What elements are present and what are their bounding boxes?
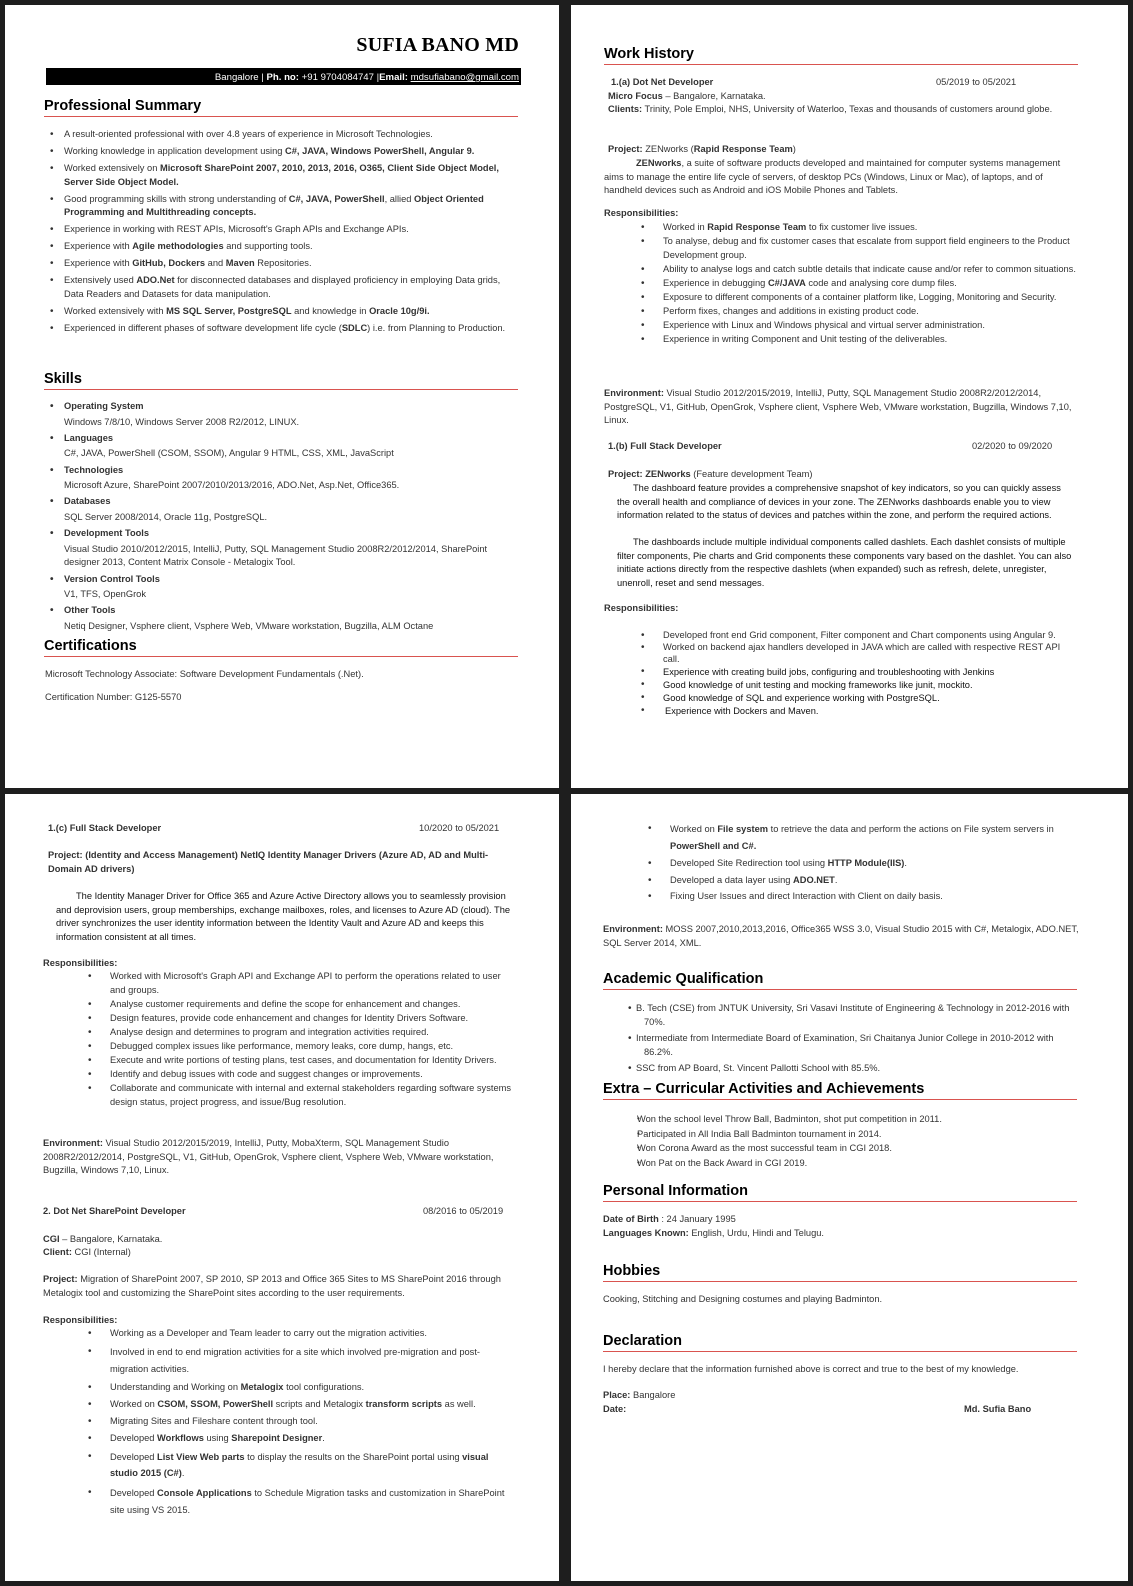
- hobbies-heading: Hobbies: [603, 1263, 1077, 1282]
- responsibility-item: • Experience in debugging C#/JAVA code and analysing core dump files.: [604, 277, 1078, 291]
- job-dates: 10/2020 to 05/2021: [419, 823, 500, 833]
- responsibility-item: • Developed front end Grid component, Filter component and Chart components using Angular 9.: [604, 630, 1078, 642]
- job-clients: Clients: Trinity, Pole Emploi, NHS, University of Waterloo, Texas and thousands of customers around globe.: [608, 104, 1053, 114]
- responsibility-item: • Ability to analyse logs and catch subtle details that indicate cause and/or refer to common situations.: [604, 263, 1078, 277]
- extra-curricular-heading: Extra – Curricular Activities and Achievements: [603, 1081, 1077, 1100]
- skill-group-label: • Languages: [45, 432, 520, 446]
- responsibility-item: • Analyse design and determines to program and integration activities required.: [51, 1026, 516, 1040]
- responsibility-item: • Debugged complex issues like performance, memory leaks, core dump, hangs, etc.: [51, 1040, 516, 1054]
- resume-page-2: [571, 5, 1128, 788]
- email-link[interactable]: mdsufiabano@gmail.com: [410, 72, 519, 83]
- summary-item: • Experience with Agile methodologies and supporting tools.: [45, 240, 520, 254]
- skills-list: [45, 400, 520, 636]
- skill-group-label: • Operating System: [45, 400, 520, 414]
- achievement-item: • Won Corona Award as the most successful team in CGI 2018.: [611, 1141, 1081, 1156]
- responsibility-item: • Worked on backend ajax handlers developed in JAVA which are called with respective REST API call.: [604, 642, 1078, 665]
- responsibilities-list: [604, 630, 1078, 718]
- job-title: 1.(b) Full Stack Developer: [608, 441, 722, 451]
- responsibility-item: • Understanding and Working on Metalogix tool configurations.: [51, 1381, 516, 1395]
- resume-page-4: [571, 794, 1128, 1581]
- job-description: The dashboard feature provides a comprehensive snapshot of key indicators, so you can quickly assess the overall health and compliance of devices in your zone. The ZENworks dashboards enable you to view information related to the status of devices and patches within the zone, and perform the required actions.: [617, 483, 1061, 520]
- certification-number: Certification Number: G125-5570: [45, 692, 182, 702]
- phone-label: Ph. no:: [266, 72, 299, 83]
- skill-group-label: • Technologies: [45, 464, 520, 478]
- responsibility-item: • Involved in end to end migration activities for a site which involved pre-migration and post-migration activities.: [51, 1344, 516, 1377]
- email-label: Email:: [379, 72, 408, 83]
- job-description: The Identity Manager Driver for Office 365 and Azure Active Directory allows you to seamlessly provision and deprovision users, group memberships, exchange mailboxes, roles, and licenses to Azure AD (cloud). The driver synchronizes the user identity information between the Identity Vault and Azure AD and keeps this information consistent at all times.: [56, 891, 511, 942]
- responsibility-item: • Working as a Developer and Team leader to carry out the migration activities.: [51, 1327, 516, 1341]
- skill-group-label: • Other Tools: [45, 604, 520, 618]
- responsibility-item: • Analyse customer requirements and define the scope for enhancement and changes.: [51, 998, 516, 1012]
- signature-name: Md. Sufia Bano: [964, 1404, 1032, 1414]
- responsibility-item: • Experience with Linux and Windows physical and virtual server administration.: [604, 319, 1078, 333]
- candidate-name: SUFIA BANO MD: [356, 34, 519, 56]
- phone: +91 9704084747: [301, 72, 374, 83]
- responsibility-item: • Fixing User Issues and direct Interaction with Client on daily basis.: [611, 890, 1081, 904]
- responsibility-item: • Developed Workflows using Sharepoint Designer.: [51, 1432, 516, 1446]
- responsibility-item: • Experience with creating build jobs, configuring and troubleshooting with Jenkins: [604, 666, 1078, 679]
- job-environment: Environment: Visual Studio 2012/2015/2019, IntelliJ, Putty, SQL Management Studio 2008R2/2012/2014, PostgreSQL, V1, GitHub, OpenGrok, Vsphere client, Vsphere Web, VMware workstation, Bugzilla, Windows 7,10, Linux.: [604, 388, 1072, 425]
- responsibility-item: • Execute and write portions of testing plans, test cases, and documentation for Identity Drivers.: [51, 1054, 516, 1068]
- responsibilities-list: [51, 1327, 516, 1522]
- responsibilities-list-continued: [611, 821, 1081, 907]
- summary-item: • Experience in working with REST APIs, Microsoft's Graph APIs and Exchange APIs.: [45, 223, 520, 237]
- responsibility-item: • Design features, provide code enhancement and changes for Identity Drivers Software.: [51, 1012, 516, 1026]
- skill-group-value: Netiq Designer, Vsphere client, Vsphere Web, VMware workstation, Bugzilla, ALM Octane: [64, 620, 434, 631]
- responsibilities-label: Responsibilities:: [43, 958, 118, 968]
- responsibility-item: • Experience in writing Component and Unit testing of the deliverables.: [604, 333, 1078, 347]
- job-environment: Environment: Visual Studio 2012/2015/2019, IntelliJ, Putty, MobaXterm, SQL Management Studio 2008R2/2012/2014, PostgreSQL, V1, GitHub, OpenGrok, Vsphere client, Vsphere Web, VMware workstation, Bugzilla, Windows 7,10, Linux.: [43, 1138, 494, 1175]
- certifications-heading: Certifications: [44, 638, 518, 657]
- summary-list: [45, 128, 520, 339]
- job-description: ZENworks, a suite of software products developed and maintained for computer systems management aims to manage the entire life cycle of servers, of desktop PCs (Windows, Linux or Mac), of laptops, and of handheld devices such as Android and iOS Mobile Phones and Tablets.: [604, 158, 1061, 195]
- date-of-birth: Date of Birth : 24 January 1995: [603, 1214, 736, 1224]
- responsibility-item: • To analyse, debug and fix customer cases that escalate from support field engineers to the Product Development group.: [604, 235, 1078, 262]
- resume-page-3: [5, 794, 559, 1581]
- responsibilities-label: Responsibilities:: [604, 208, 679, 218]
- achievement-item: • Participated in All India Ball Badminton tournament in 2014.: [611, 1127, 1081, 1142]
- responsibility-item: • Worked on CSOM, SSOM, PowerShell scripts and Metalogix transform scripts as well.: [51, 1398, 516, 1412]
- job-dates: 05/2019 to 05/2021: [936, 77, 1017, 87]
- responsibility-item: • Developed Console Applications to Schedule Migration tasks and customization in SharePoint site using VS 2015.: [51, 1485, 516, 1518]
- responsibility-item: • Identify and debug issues with code and suggest changes or improvements.: [51, 1068, 516, 1082]
- job-project: Project: (Identity and Access Management) NetIQ Identity Manager Drivers (Azure AD, AD and Multi-Domain AD drivers): [48, 850, 489, 874]
- achievement-item: • Won Pat on the Back Award in CGI 2019.: [611, 1156, 1081, 1171]
- responsibility-item: • Developed Site Redirection tool using HTTP Module(IIS).: [611, 857, 1081, 871]
- summary-item: • Worked extensively on Microsoft SharePoint 2007, 2010, 2013, 2016, O365, Client Side Object Model, Server Side Object Model.: [45, 162, 520, 189]
- academic-item: • SSC from AP Board, St. Vincent Pallotti School with 85.5%.: [611, 1062, 1081, 1076]
- job-dates: 08/2016 to 05/2019: [423, 1206, 504, 1216]
- academic-item: • B. Tech (CSE) from JNTUK University, Sri Vasavi Institute of Engineering & Technology in 2012-2016 with 70%.: [611, 1002, 1081, 1029]
- skill-group-value: Visual Studio 2010/2012/2015, IntelliJ, Putty, SQL Management Studio 2008R2/2012/2014, SharePoint designer 2013, Content Matrix Console - Metalogix Tool.: [64, 543, 488, 568]
- responsibility-item: • Perform fixes, changes and additions in existing product code.: [604, 305, 1078, 319]
- skill-group-value: V1, TFS, OpenGrok: [64, 589, 146, 600]
- achievement-item: • Won the school level Throw Ball, Badminton, shot put competition in 2011.: [611, 1112, 1081, 1127]
- job-client: Client: CGI (Internal): [43, 1247, 131, 1257]
- summary-item: • A result-oriented professional with over 4.8 years of experience in Microsoft Technologies.: [45, 128, 520, 142]
- skill-group-label: • Development Tools: [45, 527, 520, 541]
- languages-known: Languages Known: English, Urdu, Hindi and Telugu.: [603, 1228, 824, 1238]
- summary-item: • Worked extensively with MS SQL Server, PostgreSQL and knowledge in Oracle 10g/9i.: [45, 305, 520, 319]
- skill-group-value: SQL Server 2008/2014, Oracle 11g, PostgreSQL.: [64, 511, 268, 522]
- job-project: Project: ZENworks (Rapid Response Team): [608, 144, 796, 154]
- responsibilities-list: [604, 221, 1078, 347]
- skill-group-label: • Version Control Tools: [45, 573, 520, 587]
- location: Bangalore: [214, 72, 259, 83]
- responsibility-item: • Worked with Microsoft's Graph API and Exchange API to perform the operations related to user and groups.: [51, 970, 516, 997]
- skills-heading: Skills: [44, 371, 518, 390]
- job-company: Micro Focus – Bangalore, Karnataka.: [608, 91, 766, 101]
- responsibility-item: • Worked in Rapid Response Team to fix customer live issues.: [604, 221, 1078, 235]
- resume-page-1: [5, 5, 559, 788]
- responsibility-item: • Experience with Dockers and Maven.: [604, 705, 1078, 718]
- personal-info-heading: Personal Information: [603, 1183, 1077, 1202]
- hobbies-text: Cooking, Stitching and Designing costumes and playing Badminton.: [603, 1294, 883, 1304]
- responsibility-item: • Good knowledge of unit testing and mocking frameworks like junit, mockito.: [604, 679, 1078, 692]
- job-project: Project: Migration of SharePoint 2007, SP 2010, SP 2013 and Office 365 Sites to MS SharePoint 2016 through Metalogix tool and customizing the SharePoint sites according to the user requirements.: [43, 1274, 501, 1298]
- responsibility-item: • Migrating Sites and Fileshare content through tool.: [51, 1415, 516, 1429]
- job-title: 1.(c) Full Stack Developer: [48, 823, 162, 833]
- place: Place: Bangalore: [603, 1390, 676, 1400]
- declaration-text: I hereby declare that the information furnished above is correct and true to the best of my knowledge.: [603, 1364, 1019, 1374]
- job-description: The dashboards include multiple individual components called dashlets. Each dashlet consists of multiple filter components, Pie charts and Grid components these components vary based on the dashlet. You can also initiate actions directly from the respective dashlets (when expanded) such as refresh, delete, unregister, unenroll, reset and send messages.: [617, 537, 1072, 588]
- responsibility-item: • Worked on File system to retrieve the data and perform the actions on File system servers in PowerShell and C#.: [611, 821, 1081, 854]
- skill-group-value: Microsoft Azure, SharePoint 2007/2010/2013/2016, ADO.Net, Asp.Net, Office365.: [64, 480, 400, 491]
- responsibilities-list: [51, 970, 516, 1110]
- job-environment: Environment: MOSS 2007,2010,2013,2016, Office365 WSS 3.0, Visual Studio 2015 with C#, Metalogix, ADO.NET, SQL Server 2014, XML.: [603, 924, 1079, 948]
- summary-item: • Working knowledge in application development using C#, JAVA, Windows PowerShell, Angular 9.: [45, 145, 520, 159]
- academic-heading: Academic Qualification: [603, 971, 1077, 990]
- declaration-heading: Declaration: [603, 1333, 1077, 1352]
- skill-group-label: • Databases: [45, 495, 520, 509]
- summary-item: • Experience with GitHub, Dockers and Maven Repositories.: [45, 257, 520, 271]
- academic-list: [611, 1002, 1081, 1076]
- summary-item: • Experienced in different phases of software development life cycle (SDLC) i.e. from Planning to Production.: [45, 322, 520, 336]
- responsibility-item: • Developed a data layer using ADO.NET.: [611, 874, 1081, 888]
- contact-bar: Bangalore | Ph. no: +91 9704084747 |Email: mdsufiabano@gmail.com: [46, 68, 521, 85]
- skill-group-value: Windows 7/8/10, Windows Server 2008 R2/2012, LINUX.: [64, 416, 300, 427]
- job-project: Project: ZENworks (Feature development Team): [608, 469, 813, 479]
- job-company: CGI – Bangalore, Karnataka.: [43, 1234, 163, 1244]
- responsibility-item: • Exposure to different components of a container platform like, Logging, Monitoring and Security.: [604, 291, 1078, 305]
- responsibility-item: • Developed List View Web parts to display the results on the SharePoint portal using visual studio 2015 (C#).: [51, 1449, 516, 1482]
- job-title: 1.(a) Dot Net Developer: [611, 77, 714, 87]
- summary-item: • Extensively used ADO.Net for disconnected databases and displayed proficiency in employing Data grids, Data Readers and Datasets for data manipulation.: [45, 274, 520, 301]
- certification-name: Microsoft Technology Associate: Software Development Fundamentals (.Net).: [45, 669, 364, 679]
- job-title: 2. Dot Net SharePoint Developer: [43, 1206, 186, 1216]
- academic-item: • Intermediate from Intermediate Board of Examination, Sri Chaitanya Junior College in 2010-2012 with 86.2%.: [611, 1032, 1081, 1059]
- job-dates: 02/2020 to 09/2020: [972, 441, 1053, 451]
- summary-item: • Good programming skills with strong understanding of C#, JAVA, PowerShell, allied Object Oriented Programming and Multithreading concepts.: [45, 193, 520, 220]
- responsibility-item: • Collaborate and communicate with internal and external stakeholders regarding software systems design status, project progress, and issue/Bug resolution.: [51, 1082, 516, 1109]
- skill-group-value: C#, JAVA, PowerShell (CSOM, SSOM), Angular 9 HTML, CSS, XML, JavaScript: [64, 448, 394, 459]
- date: Date:: [603, 1404, 627, 1414]
- responsibilities-label: Responsibilities:: [43, 1315, 118, 1325]
- extra-curricular-list: [611, 1112, 1081, 1170]
- summary-heading: Professional Summary: [44, 98, 518, 117]
- work-history-heading: Work History: [604, 46, 1078, 65]
- responsibility-item: • Good knowledge of SQL and experience working with PostgreSQL.: [604, 692, 1078, 705]
- responsibilities-label: Responsibilities:: [604, 603, 679, 613]
